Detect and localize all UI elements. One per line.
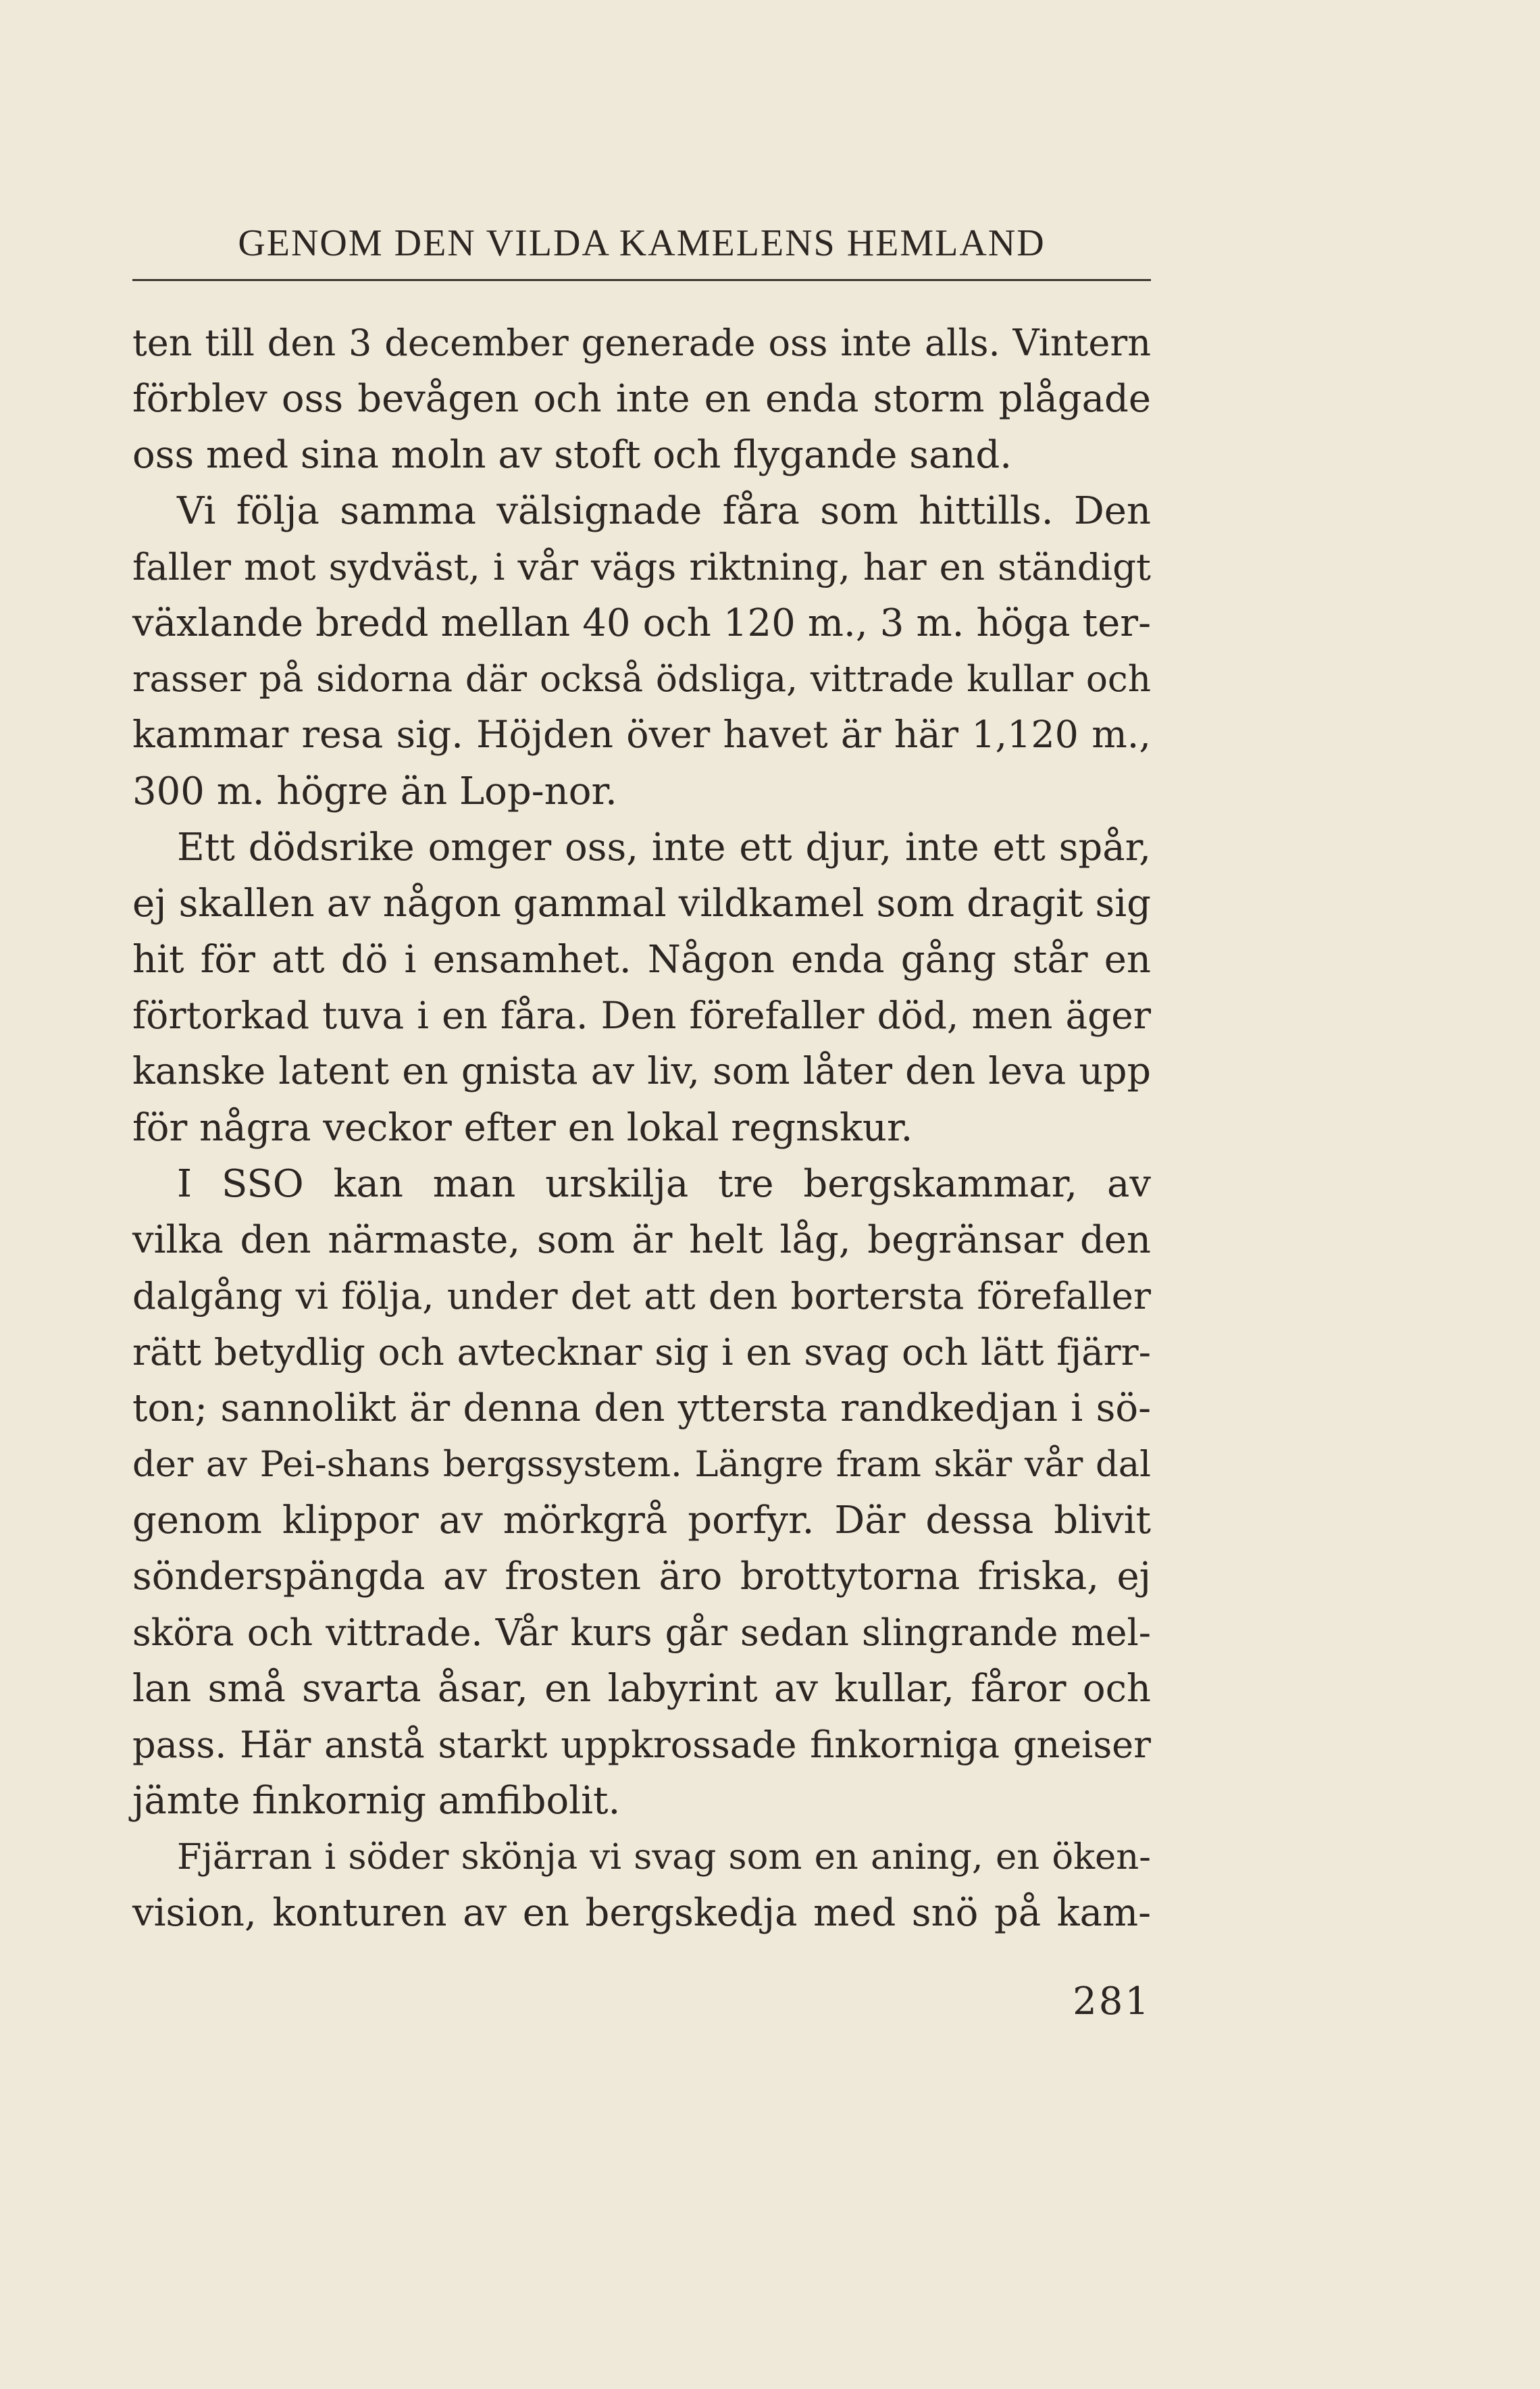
text-line: Vi följa samma välsignade fåra som hittills. Den	[177, 489, 1151, 533]
text-line: förblev oss bevågen och inte en enda storm plågade	[132, 377, 1151, 421]
paragraph	[132, 820, 1151, 1156]
text-line: hit för att dö i ensamhet. Någon enda gång står en	[132, 938, 1151, 982]
text-line: genom klippor av mörkgrå porfyr. Där dessa blivit	[132, 1499, 1151, 1542]
paragraph	[132, 315, 1151, 483]
text-line: ton; sannolikt är denna den yttersta randkedjan i sö-	[132, 1386, 1151, 1430]
text-line: rätt betydlig och avtecknar sig i en svag och lätt fjärr-	[132, 1331, 1151, 1374]
text-line: vilka den närmaste, som är helt låg, begränsar den	[132, 1218, 1151, 1262]
text-line: jämte finkornig amfibolit.	[132, 1779, 621, 1823]
text-line: dalgång vi följa, under det att den bortersta förefaller	[132, 1274, 1151, 1317]
text-line: faller mot sydväst, i vår vägs riktning, har en ständigt	[132, 545, 1151, 588]
text-line: vision, konturen av en bergskedja med snö på kam-	[132, 1891, 1151, 1935]
text-line: der av Pei-shans bergssystem. Längre fram skär vår dal	[132, 1444, 1151, 1485]
text-line: 300 m. högre än Lop-nor.	[132, 770, 617, 813]
text-line: Ett dödsrike omger oss, inte ett djur, inte ett spår,	[177, 826, 1151, 870]
text-line: pass. Här anstå starkt uppkrossade finkorniga gneiser	[132, 1724, 1151, 1766]
running-header	[132, 203, 1151, 281]
text-line: lan små svarta åsar, en labyrint av kullar, fåror och	[132, 1667, 1151, 1711]
text-line: kammar resa sig. Höjden över havet är här 1,120 m.,	[132, 713, 1151, 757]
text-line: Fjärran i söder skönja vi svag som en aning, en öken-	[177, 1836, 1151, 1878]
text-line: förtorkad tuva i en fåra. Den förefaller död, men äger	[132, 994, 1151, 1037]
text-line: ten till den 3 december generade oss inte alls. Vintern	[132, 322, 1151, 364]
text-line: sönderspängda av frosten äro brottytorna friska, ej	[132, 1555, 1151, 1599]
paragraph	[132, 483, 1151, 820]
text-line: för några veckor efter en lokal regnskur.	[132, 1106, 913, 1150]
text-line: ej skallen av någon gammal vildkamel som dragit sig	[132, 882, 1151, 926]
paragraph	[132, 1829, 1151, 1941]
text-line: kanske latent en gnista av liv, som låter den leva upp	[132, 1050, 1151, 1093]
text-line: rasser på sidorna där också ödsliga, vittrade kullar och	[132, 658, 1151, 700]
page-number: 281	[1073, 1980, 1151, 2023]
running-title: GENOM DEN VILDA KAMELENS HEMLAND	[238, 222, 1046, 264]
text-line: I SSO kan man urskilja tre bergskammar, av	[177, 1162, 1151, 1206]
text-line: oss med sina moln av stoft och flygande sand.	[132, 433, 1012, 477]
text-line: sköra och vittrade. Vår kurs går sedan slingrande mel-	[132, 1611, 1151, 1654]
body-text	[132, 315, 1151, 1941]
text-line: växlande bredd mellan 40 och 120 m., 3 m. höga ter-	[132, 601, 1151, 645]
paragraph	[132, 1156, 1151, 1829]
